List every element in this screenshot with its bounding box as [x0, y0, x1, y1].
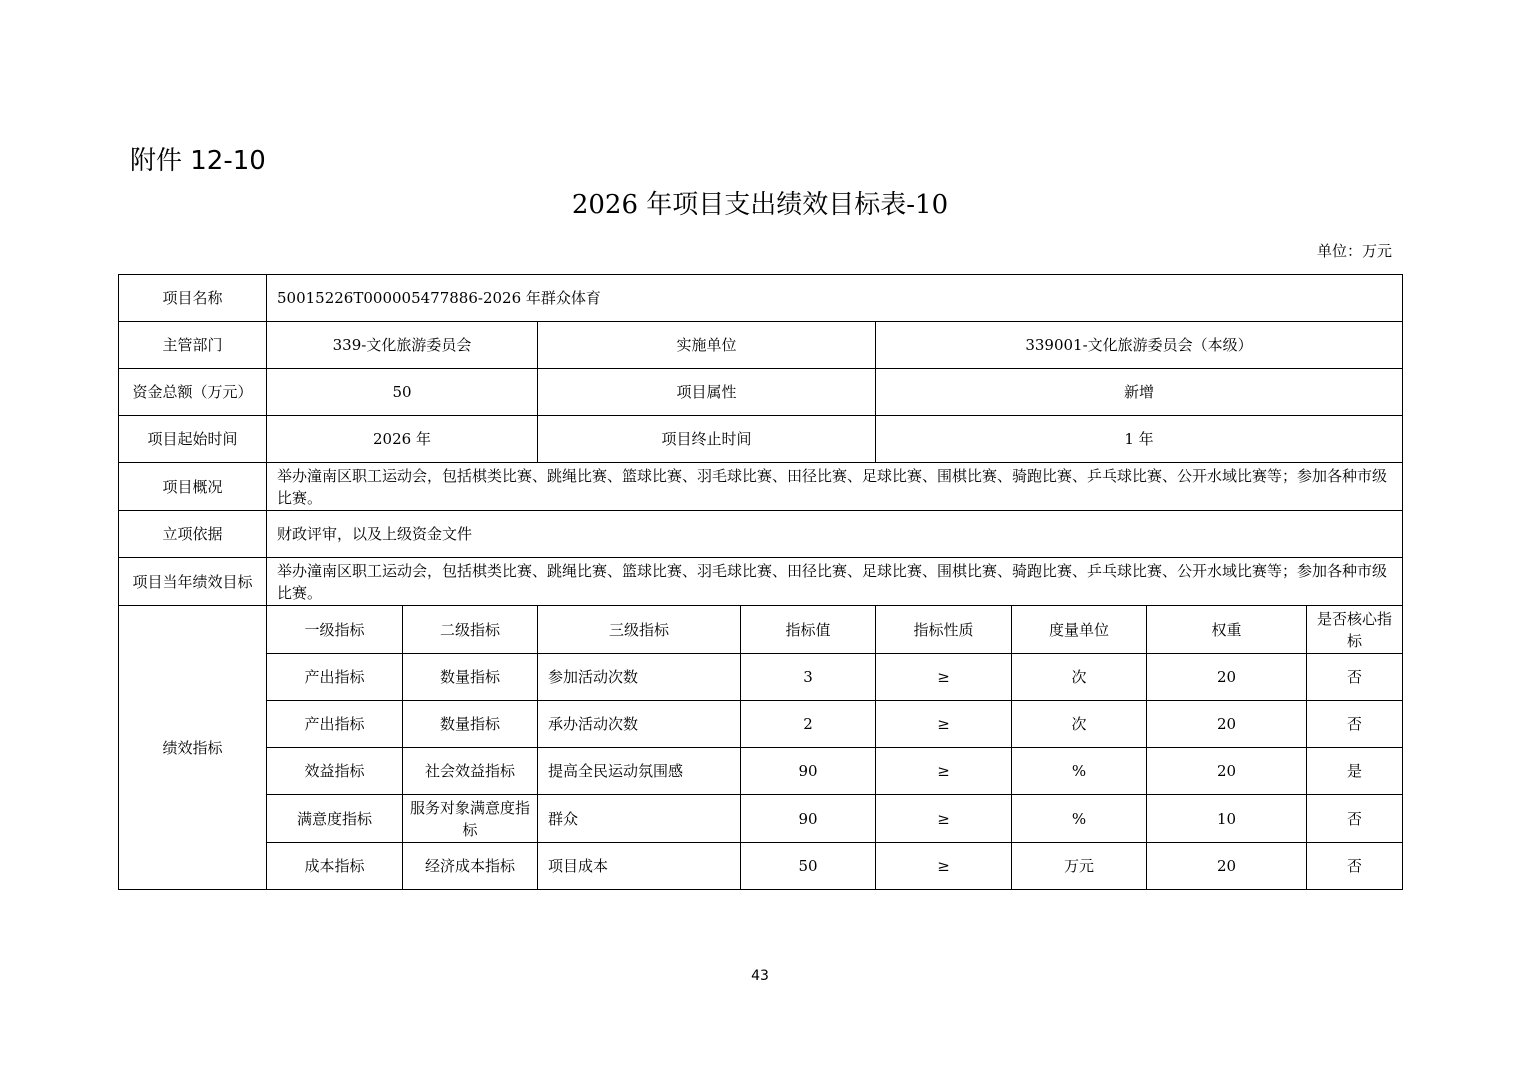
header-cell: 是否核心指标 — [1307, 606, 1403, 654]
page-number: 43 — [751, 968, 769, 984]
page-title: 2026 年项目支出绩效目标表-10 — [571, 190, 949, 220]
funds-label: 资金总额（万元） — [119, 369, 267, 416]
row-annual-goal — [119, 558, 1403, 606]
level3-cell: 承办活动次数 — [538, 701, 741, 748]
start-time-label: 项目起始时间 — [119, 416, 267, 463]
level1-cell: 效益指标 — [267, 748, 403, 795]
project-name-label: 项目名称 — [119, 275, 267, 322]
indicator-header-row — [119, 606, 1403, 654]
row-basis — [119, 511, 1403, 558]
indicator-row — [119, 654, 1403, 701]
core-cell: 否 — [1307, 654, 1403, 701]
value-cell: 90 — [741, 795, 876, 843]
header-cell: 指标值 — [741, 606, 876, 654]
nature-cell: ≥ — [876, 748, 1012, 795]
annual-goal-value: 举办潼南区职工运动会，包括棋类比赛、跳绳比赛、篮球比赛、羽毛球比赛、田径比赛、足球比赛、围棋比赛、骑跑比赛、乒乓球比赛、公开水域比赛等；参加各种市级比赛。 — [267, 558, 1403, 606]
row-overview — [119, 463, 1403, 511]
indicator-row — [119, 701, 1403, 748]
overview-label: 项目概况 — [119, 463, 267, 511]
level1-cell: 成本指标 — [267, 843, 403, 890]
value-cell: 90 — [741, 748, 876, 795]
level1-cell: 产出指标 — [267, 654, 403, 701]
weight-cell: 10 — [1147, 795, 1307, 843]
unit-cell: 次 — [1012, 654, 1147, 701]
header-cell: 指标性质 — [876, 606, 1012, 654]
level3-cell: 参加活动次数 — [538, 654, 741, 701]
header-cell: 权重 — [1147, 606, 1307, 654]
indicator-row — [119, 748, 1403, 795]
department-value: 339-文化旅游委员会 — [267, 322, 538, 369]
row-project-name — [119, 275, 1403, 322]
unit-label: 单位：万元 — [1316, 242, 1392, 260]
annual-goal-label: 项目当年绩效目标 — [119, 558, 267, 606]
level1-cell: 满意度指标 — [267, 795, 403, 843]
overview-value: 举办潼南区职工运动会，包括棋类比赛、跳绳比赛、篮球比赛、羽毛球比赛、田径比赛、足球比赛、围棋比赛、骑跑比赛、乒乓球比赛、公开水域比赛等；参加各种市级比赛。 — [267, 463, 1403, 511]
unit-cell: % — [1012, 795, 1147, 843]
header-cell: 三级指标 — [538, 606, 741, 654]
performance-table — [118, 274, 1403, 890]
indicators-section-label: 绩效指标 — [119, 606, 267, 890]
department-label: 主管部门 — [119, 322, 267, 369]
nature-cell: ≥ — [876, 843, 1012, 890]
nature-cell: ≥ — [876, 701, 1012, 748]
core-cell: 否 — [1307, 843, 1403, 890]
header-cell: 二级指标 — [403, 606, 538, 654]
level3-cell: 项目成本 — [538, 843, 741, 890]
weight-cell: 20 — [1147, 843, 1307, 890]
start-time-value: 2026 年 — [267, 416, 538, 463]
level1-cell: 产出指标 — [267, 701, 403, 748]
level2-cell: 数量指标 — [403, 654, 538, 701]
end-time-value: 1 年 — [876, 416, 1403, 463]
unit-cell: 万元 — [1012, 843, 1147, 890]
level3-cell: 群众 — [538, 795, 741, 843]
unit-cell: % — [1012, 748, 1147, 795]
weight-cell: 20 — [1147, 748, 1307, 795]
level2-cell: 经济成本指标 — [403, 843, 538, 890]
level2-cell: 数量指标 — [403, 701, 538, 748]
unit-cell: 次 — [1012, 701, 1147, 748]
value-cell: 50 — [741, 843, 876, 890]
project-name-value: 50015226T000005477886-2026 年群众体育 — [267, 275, 1403, 322]
basis-value: 财政评审，以及上级资金文件 — [267, 511, 1403, 558]
implementing-unit-label: 实施单位 — [538, 322, 876, 369]
indicator-row — [119, 795, 1403, 843]
project-attribute-label: 项目属性 — [538, 369, 876, 416]
level2-cell: 服务对象满意度指标 — [403, 795, 538, 843]
weight-cell: 20 — [1147, 654, 1307, 701]
header-cell: 度量单位 — [1012, 606, 1147, 654]
nature-cell: ≥ — [876, 654, 1012, 701]
funds-value: 50 — [267, 369, 538, 416]
value-cell: 3 — [741, 654, 876, 701]
project-attribute-value: 新增 — [876, 369, 1403, 416]
row-funds — [119, 369, 1403, 416]
nature-cell: ≥ — [876, 795, 1012, 843]
header-cell: 一级指标 — [267, 606, 403, 654]
row-period — [119, 416, 1403, 463]
basis-label: 立项依据 — [119, 511, 267, 558]
weight-cell: 20 — [1147, 701, 1307, 748]
core-cell: 是 — [1307, 748, 1403, 795]
row-department — [119, 322, 1403, 369]
value-cell: 2 — [741, 701, 876, 748]
end-time-label: 项目终止时间 — [538, 416, 876, 463]
indicator-row — [119, 843, 1403, 890]
level2-cell: 社会效益指标 — [403, 748, 538, 795]
level3-cell: 提高全民运动氛围感 — [538, 748, 741, 795]
core-cell: 否 — [1307, 701, 1403, 748]
attachment-label: 附件 12-10 — [130, 146, 266, 176]
implementing-unit-value: 339001-文化旅游委员会（本级） — [876, 322, 1403, 369]
core-cell: 否 — [1307, 795, 1403, 843]
